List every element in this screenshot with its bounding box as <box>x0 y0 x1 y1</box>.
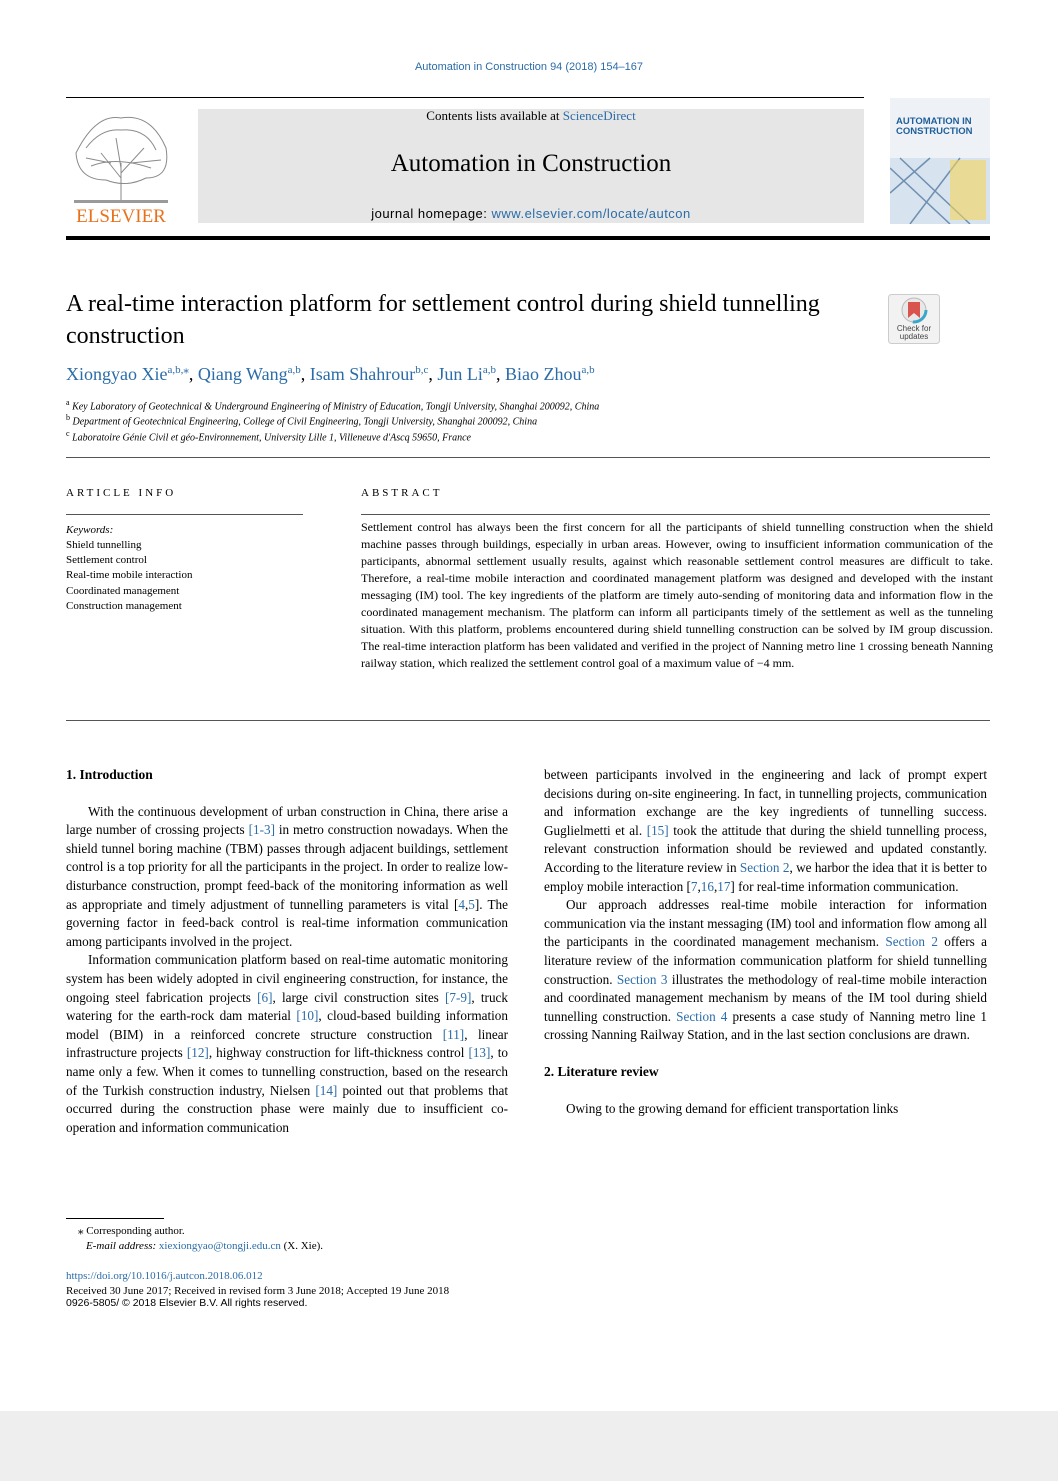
citation-link[interactable]: [10] <box>296 1008 319 1024</box>
affiliation: $^a$ Key Laboratory of Geotechnical & Underground Engineering of Ministry of Education, Tongji University, Shanghai 200092, China <box>66 398 600 413</box>
journal-citation[interactable]: Automation in Construction 94 (2018) 154–167 <box>414 61 644 73</box>
abstract-bottom-divider <box>66 720 990 721</box>
citation-link[interactable]: [14] <box>315 1082 338 1098</box>
citation-link[interactable]: Section 3 <box>616 971 668 987</box>
check-for-updates-badge[interactable] <box>888 294 940 344</box>
journal-title: Automation in Construction <box>390 150 672 177</box>
copyright-line: 0926-5805/ © 2018 Elsevier B.V. All rights reserved. <box>66 1297 308 1309</box>
citation-link[interactable]: [7-9] <box>445 989 472 1005</box>
author-name[interactable]: Isam Shahrour <box>309 364 416 384</box>
article-title: A real-time interaction platform for settlement control during shield tunnelling construction <box>66 291 820 349</box>
journal-homepage <box>198 206 864 221</box>
paragraph-text: , we harbor the idea that it is better to employ mobile interaction [ <box>544 859 988 894</box>
paragraph-text: ] for real-time information communication. <box>730 878 959 894</box>
elsevier-logo[interactable] <box>66 108 176 225</box>
article-info-heading: ARTICLE INFO <box>66 487 177 499</box>
citation-link[interactable]: [15] <box>646 822 669 838</box>
affiliation: $^b$ Department of Geotechnical Engineering, College of Civil Engineering, Tongji University, Shanghai 200092, China <box>66 413 538 428</box>
author-name[interactable]: Xiongyao Xie <box>66 364 168 384</box>
abstract-divider <box>361 514 990 515</box>
citation-link[interactable]: Section 2 <box>739 859 790 875</box>
email-link[interactable]: xiexiongyao@tongji.edu.cn <box>158 1240 281 1252</box>
author-list: Xiongyao Xie$^{a,b,⁎}$, Qiang Wang$^{a,b}$, Isam Shahrour$^{b,c}$, Jun Li$^{a,b}$, Biao Zhou$^{a,b}$ <box>66 364 595 384</box>
email-note <box>86 1239 323 1254</box>
abstract-heading: ABSTRACT <box>361 487 443 499</box>
body-right-column <box>544 766 987 1118</box>
paragraph <box>66 951 508 1137</box>
paragraph-text: , <box>713 878 718 894</box>
author-affil-marks[interactable]: a,b,⁎ <box>167 364 189 376</box>
crossmark-label: Check for updates <box>896 324 932 341</box>
received-dates: Received 30 June 2017; Received in revised form 3 June 2018; Accepted 19 June 2018 <box>66 1285 450 1297</box>
affiliation: $^c$ Laboratoire Génie Civil et géo-Environnement, University Lille 1, Villeneuve d'Ascq 59650, France <box>66 429 471 444</box>
citation-link[interactable]: [1-3] <box>248 822 275 838</box>
doi-link[interactable]: https://doi.org/10.1016/j.autcon.2018.06.012 <box>66 1270 263 1282</box>
author-affil-marks[interactable]: a,b <box>581 364 595 376</box>
keywords-label: Keywords: <box>66 524 114 536</box>
author-affil-marks[interactable]: b,c <box>415 364 429 376</box>
citation-link[interactable]: [13] <box>468 1045 491 1061</box>
sciencedirect-link[interactable]: ScienceDirect <box>562 108 636 123</box>
paragraph-text: ]. The governing factor in feed-back control is real-time information communication among participants involved in the project. <box>66 896 508 949</box>
paragraph-text: in metro construction nowadays. When the shield tunnel boring machine (TBM) passes through adjacent buildings, settlement control is a top priority for all the participants in the project. In order to realize low-disturbance construction, prompt feed-back of the monitoring information as well as appropriate and timely adjustment of tunnelling parameters is vital [ <box>66 822 509 912</box>
citation-link[interactable]: 4 <box>458 896 465 912</box>
keyword: Construction management <box>66 600 182 612</box>
keyword: Real-time mobile interaction <box>66 569 193 581</box>
author-affil-marks[interactable]: a,b <box>482 364 496 376</box>
paragraph-text: pointed out that problems that occurred during the construction phase were mainly due to insufficient co-operation and information communication <box>66 1082 508 1135</box>
section-heading: 2. Literature review <box>544 1063 659 1079</box>
author-name[interactable]: Jun Li <box>437 364 483 384</box>
keyword: Coordinated management <box>66 585 180 597</box>
paragraph-text: , to name only a few. When it comes to tunnelling construction, based on the research of the Turkish construction industry, Nielsen <box>66 1045 508 1098</box>
body-left-column <box>66 766 508 1137</box>
keyword: Settlement control <box>66 554 147 566</box>
elsevier-tree-icon <box>66 108 176 225</box>
citation-link[interactable]: [6] <box>257 989 273 1005</box>
email-label: E-mail address: <box>86 1240 159 1252</box>
section-heading: 1. Introduction <box>66 767 153 782</box>
paragraph-text: , cloud-based building information model (BIM) in a reinforced concrete structure construction <box>66 1008 508 1042</box>
logo-wordmark: ELSEVIER <box>76 206 166 225</box>
paragraph-text: , <box>464 896 469 912</box>
journal-cover[interactable] <box>890 98 990 224</box>
abstract-text: Settlement control has always been the first concern for all the participants of shield tunnelling construction when the shield machine passes through buildings, especially in urban areas. However, owing to insufficient information communication of the participants, abnormal settlement usually results, against which reasonable settlement control measures are difficult to take. Therefore, a real-time mobile interaction and coordinated management platform was designed and developed with the instant messaging (IM) tool. The key ingredients of the platform are timely auto-sending of monitoring data and information flow in the coordinated management mechanism. The platform can inform all participants timely of the settlement as well as the tunneling situation. With this platform, problems encountered during shield tunnelling construction can be solved by IM group discussion. The real-time interaction platform has been validated and verified in the project of Nanning metro line 1 crossing beneath Nanning railway station, which realized the settlement control goal of a maximum value of −4 mm. <box>361 520 993 670</box>
citation-link[interactable]: 5 <box>468 896 475 912</box>
paragraph-text: offers a literature review of the information communication platform for shield tunnelling construction. <box>544 934 987 987</box>
paragraph-text: , <box>697 878 701 894</box>
footnote-rule <box>66 1218 164 1219</box>
paragraph-text: , large civil construction sites <box>272 989 446 1005</box>
author-affil-marks[interactable]: a,b <box>287 364 301 376</box>
affiliation-divider <box>66 457 990 458</box>
homepage-prefix: journal homepage: <box>371 206 492 221</box>
paragraph-text: With the continuous development of urban construction in China, there arise a large number of crossing projects <box>66 803 508 838</box>
citation-link[interactable]: 7 <box>690 878 698 894</box>
paragraph-text: Information communication platform based on real-time automatic monitoring system has been widely adopted in civil engineering construction, for instance, the ongoing steel fabrication projects <box>66 952 508 1005</box>
cover-title-line1: AUTOMATION IN <box>896 116 972 127</box>
email-suffix: (X. Xie). <box>280 1240 324 1252</box>
keyword: Shield tunnelling <box>66 539 142 551</box>
paragraph <box>66 803 508 952</box>
paragraph-text: Our approach addresses real-time mobile interaction for information communication via the instant messaging (IM) tool and information flow among all the participants in the coordinated management mechanism. <box>544 897 987 950</box>
paragraph <box>544 896 987 1045</box>
homepage-link[interactable]: www.elsevier.com/locate/autcon <box>491 206 691 221</box>
paragraph-text: between participants involved in the engineering and lack of prompt expert decisions during on-site engineering. In fact, in tunnelling projects, communication and information exchange are the key ingredients of tunnelling success. Guglielmetti et al. <box>544 767 987 838</box>
paragraph-text: presents a case study of Nanning metro line 1 crossing Nanning Railway Station, and in the last section conclusions are drawn. <box>544 1008 987 1043</box>
citation-link[interactable]: Section 4 <box>676 1008 728 1024</box>
contents-line <box>198 108 864 124</box>
paragraph-text: , truck watering for the earth-rock dam material <box>66 989 508 1024</box>
author-name[interactable]: Biao Zhou <box>505 364 582 384</box>
citation-link[interactable]: Section 2 <box>885 934 938 950</box>
citation-link[interactable]: [11] <box>442 1026 465 1042</box>
cover-title-line2: CONSTRUCTION <box>896 126 973 137</box>
paragraph <box>544 766 987 896</box>
citation-link[interactable]: 17 <box>717 878 731 894</box>
article-info-divider <box>66 514 303 515</box>
paragraph: Owing to the growing demand for efficient transportation links <box>566 1100 899 1116</box>
paragraph-text: took the attitude that during the shield tunnelling process, relevant construction information should be reviewed and updated constantly. According to the literature review in <box>544 822 987 875</box>
header-thick-rule <box>66 236 990 240</box>
paragraph-text: , highway construction for lift-thickness control <box>208 1045 469 1061</box>
paragraph-text: , linear infrastructure projects <box>66 1026 508 1061</box>
contents-prefix: Contents lists available at <box>426 108 563 123</box>
page-bottom-bar <box>0 1411 1058 1481</box>
citation-link[interactable]: 16 <box>700 878 714 894</box>
corresponding-author-note: ⁎ Corresponding author. <box>78 1225 185 1237</box>
citation-link[interactable]: [12] <box>186 1045 209 1061</box>
paragraph-text: illustrates the methodology of real-time mobile interaction and coordinated management mechanism by means of the IM tool during shield tunnelling construction. <box>544 971 987 1024</box>
header-top-rule <box>66 97 864 98</box>
author-name[interactable]: Qiang Wang <box>197 364 288 384</box>
